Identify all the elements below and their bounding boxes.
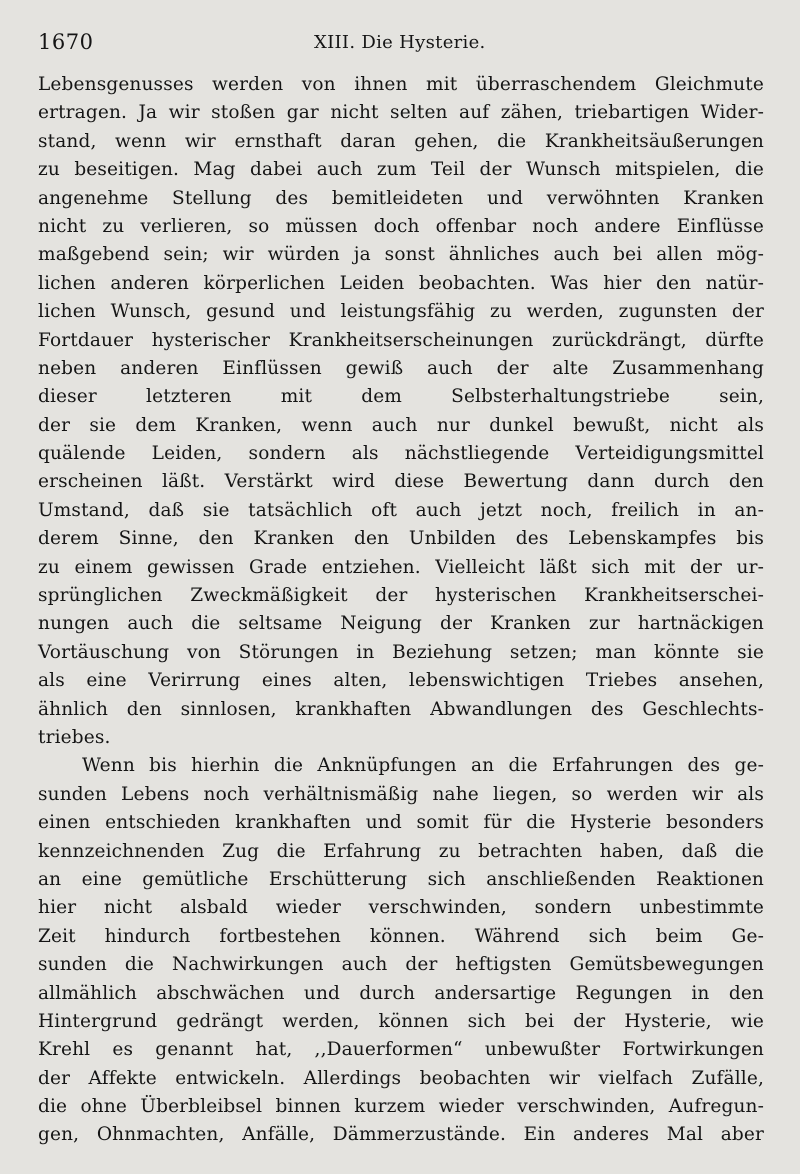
running-title: XIII. Die Hysterie. <box>314 32 486 53</box>
text-line: die ohne Überbleibsel binnen kurzem wieder verschwinden, Aufregun- <box>38 1096 764 1118</box>
text-line: dieser letzteren mit dem Selbsterhaltungstriebe sein, <box>38 386 764 408</box>
text-line: kennzeichnenden Zug die Erfahrung zu betrachten haben, daß die <box>38 840 764 862</box>
text-line: derem Sinne, den Kranken den Unbilden des Lebenskampfes bis <box>38 528 764 550</box>
text-line: Krehl es genannt hat, ,,Dauerformen“ unbewußter Fortwirkungen <box>38 1039 764 1061</box>
text-line: stand, wenn wir ernsthaft daran gehen, die Krankheitsäußerungen <box>38 130 764 152</box>
text-line: angenehme Stellung des bemitleideten und verwöhnten Kranken <box>38 187 764 209</box>
text-line: lichen anderen körperlichen Leiden beobachten. Was hier den natür- <box>38 272 764 294</box>
text-line: nungen auch die seltsame Neigung der Kranken zur hartnäckigen <box>38 613 764 635</box>
text-line: erscheinen läßt. Verstärkt wird diese Bewertung dann durch den <box>38 471 764 493</box>
text-line: ähnlich den sinnlosen, krankhaften Abwandlungen des Geschlechts- <box>38 698 764 720</box>
text-line: Fortdauer hysterischer Krankheitserscheinungen zurückdrängt, dürfte <box>38 329 764 351</box>
text-line: triebes. <box>38 726 111 748</box>
body-text <box>38 71 764 1150</box>
text-line: nicht zu verlieren, so müssen doch offenbar noch andere Einflüsse <box>38 215 764 237</box>
text-line: sunden die Nachwirkungen auch der heftigsten Gemütsbewegungen <box>38 954 764 976</box>
text-line: einen entschieden krankhaften und somit für die Hysterie besonders <box>38 812 764 834</box>
text-line: Umstand, daß sie tatsächlich oft auch jetzt noch, freilich in an- <box>38 499 764 521</box>
text-line: hier nicht alsbald wieder verschwinden, sondern unbestimmte <box>38 897 764 919</box>
text-line: Zeit hindurch fortbestehen können. Während sich beim Ge- <box>38 925 764 947</box>
text-line: an eine gemütliche Erschütterung sich anschließenden Reaktionen <box>38 868 764 890</box>
text-line: zu beseitigen. Mag dabei auch zum Teil der Wunsch mitspielen, die <box>38 159 764 181</box>
text-line: quälende Leiden, sondern als nächstliegende Verteidigungsmittel <box>38 443 764 465</box>
text-line: ertragen. Ja wir stoßen gar nicht selten auf zähen, triebartigen Wider- <box>38 102 764 124</box>
text-line: der Affekte entwickeln. Allerdings beobachten wir vielfach Zufälle, <box>38 1067 764 1089</box>
text-line: allmählich abschwächen und durch andersartige Regungen in den <box>38 982 764 1004</box>
page-header <box>38 30 764 60</box>
text-line: der sie dem Kranken, wenn auch nur dunkel bewußt, nicht als <box>38 414 764 436</box>
text-line: sprünglichen Zweckmäßigkeit der hysterischen Krankheitserschei- <box>38 585 764 607</box>
text-line: gen, Ohnmachten, Anfälle, Dämmerzustände. Ein anderes Mal aber <box>38 1124 764 1146</box>
text-line: sunden Lebens noch verhältnismäßig nahe liegen, so werden wir als <box>38 783 764 805</box>
text-line: zu einem gewissen Grade entziehen. Vielleicht läßt sich mit der ur- <box>38 556 764 578</box>
text-line: lichen Wunsch, gesund und leistungsfähig zu werden, zugunsten der <box>38 301 764 323</box>
text-line: Vortäuschung von Störungen in Beziehung setzen; man könnte sie <box>38 641 764 663</box>
page-number: 1670 <box>38 30 94 54</box>
text-line: als eine Verirrung eines alten, lebenswichtigen Triebes ansehen, <box>38 670 764 692</box>
text-line: neben anderen Einflüssen gewiß auch der alte Zusammenhang <box>38 357 764 379</box>
text-line: Hintergrund gedrängt werden, können sich bei der Hysterie, wie <box>38 1010 764 1032</box>
paragraph-start-line: Wenn bis hierhin die Anknüpfungen an die Erfahrungen des ge- <box>82 755 764 777</box>
text-line: maßgebend sein; wir würden ja sonst ähnliches auch bei allen mög- <box>38 244 764 266</box>
text-line: Lebensgenusses werden von ihnen mit überraschendem Gleichmute <box>38 74 764 95</box>
